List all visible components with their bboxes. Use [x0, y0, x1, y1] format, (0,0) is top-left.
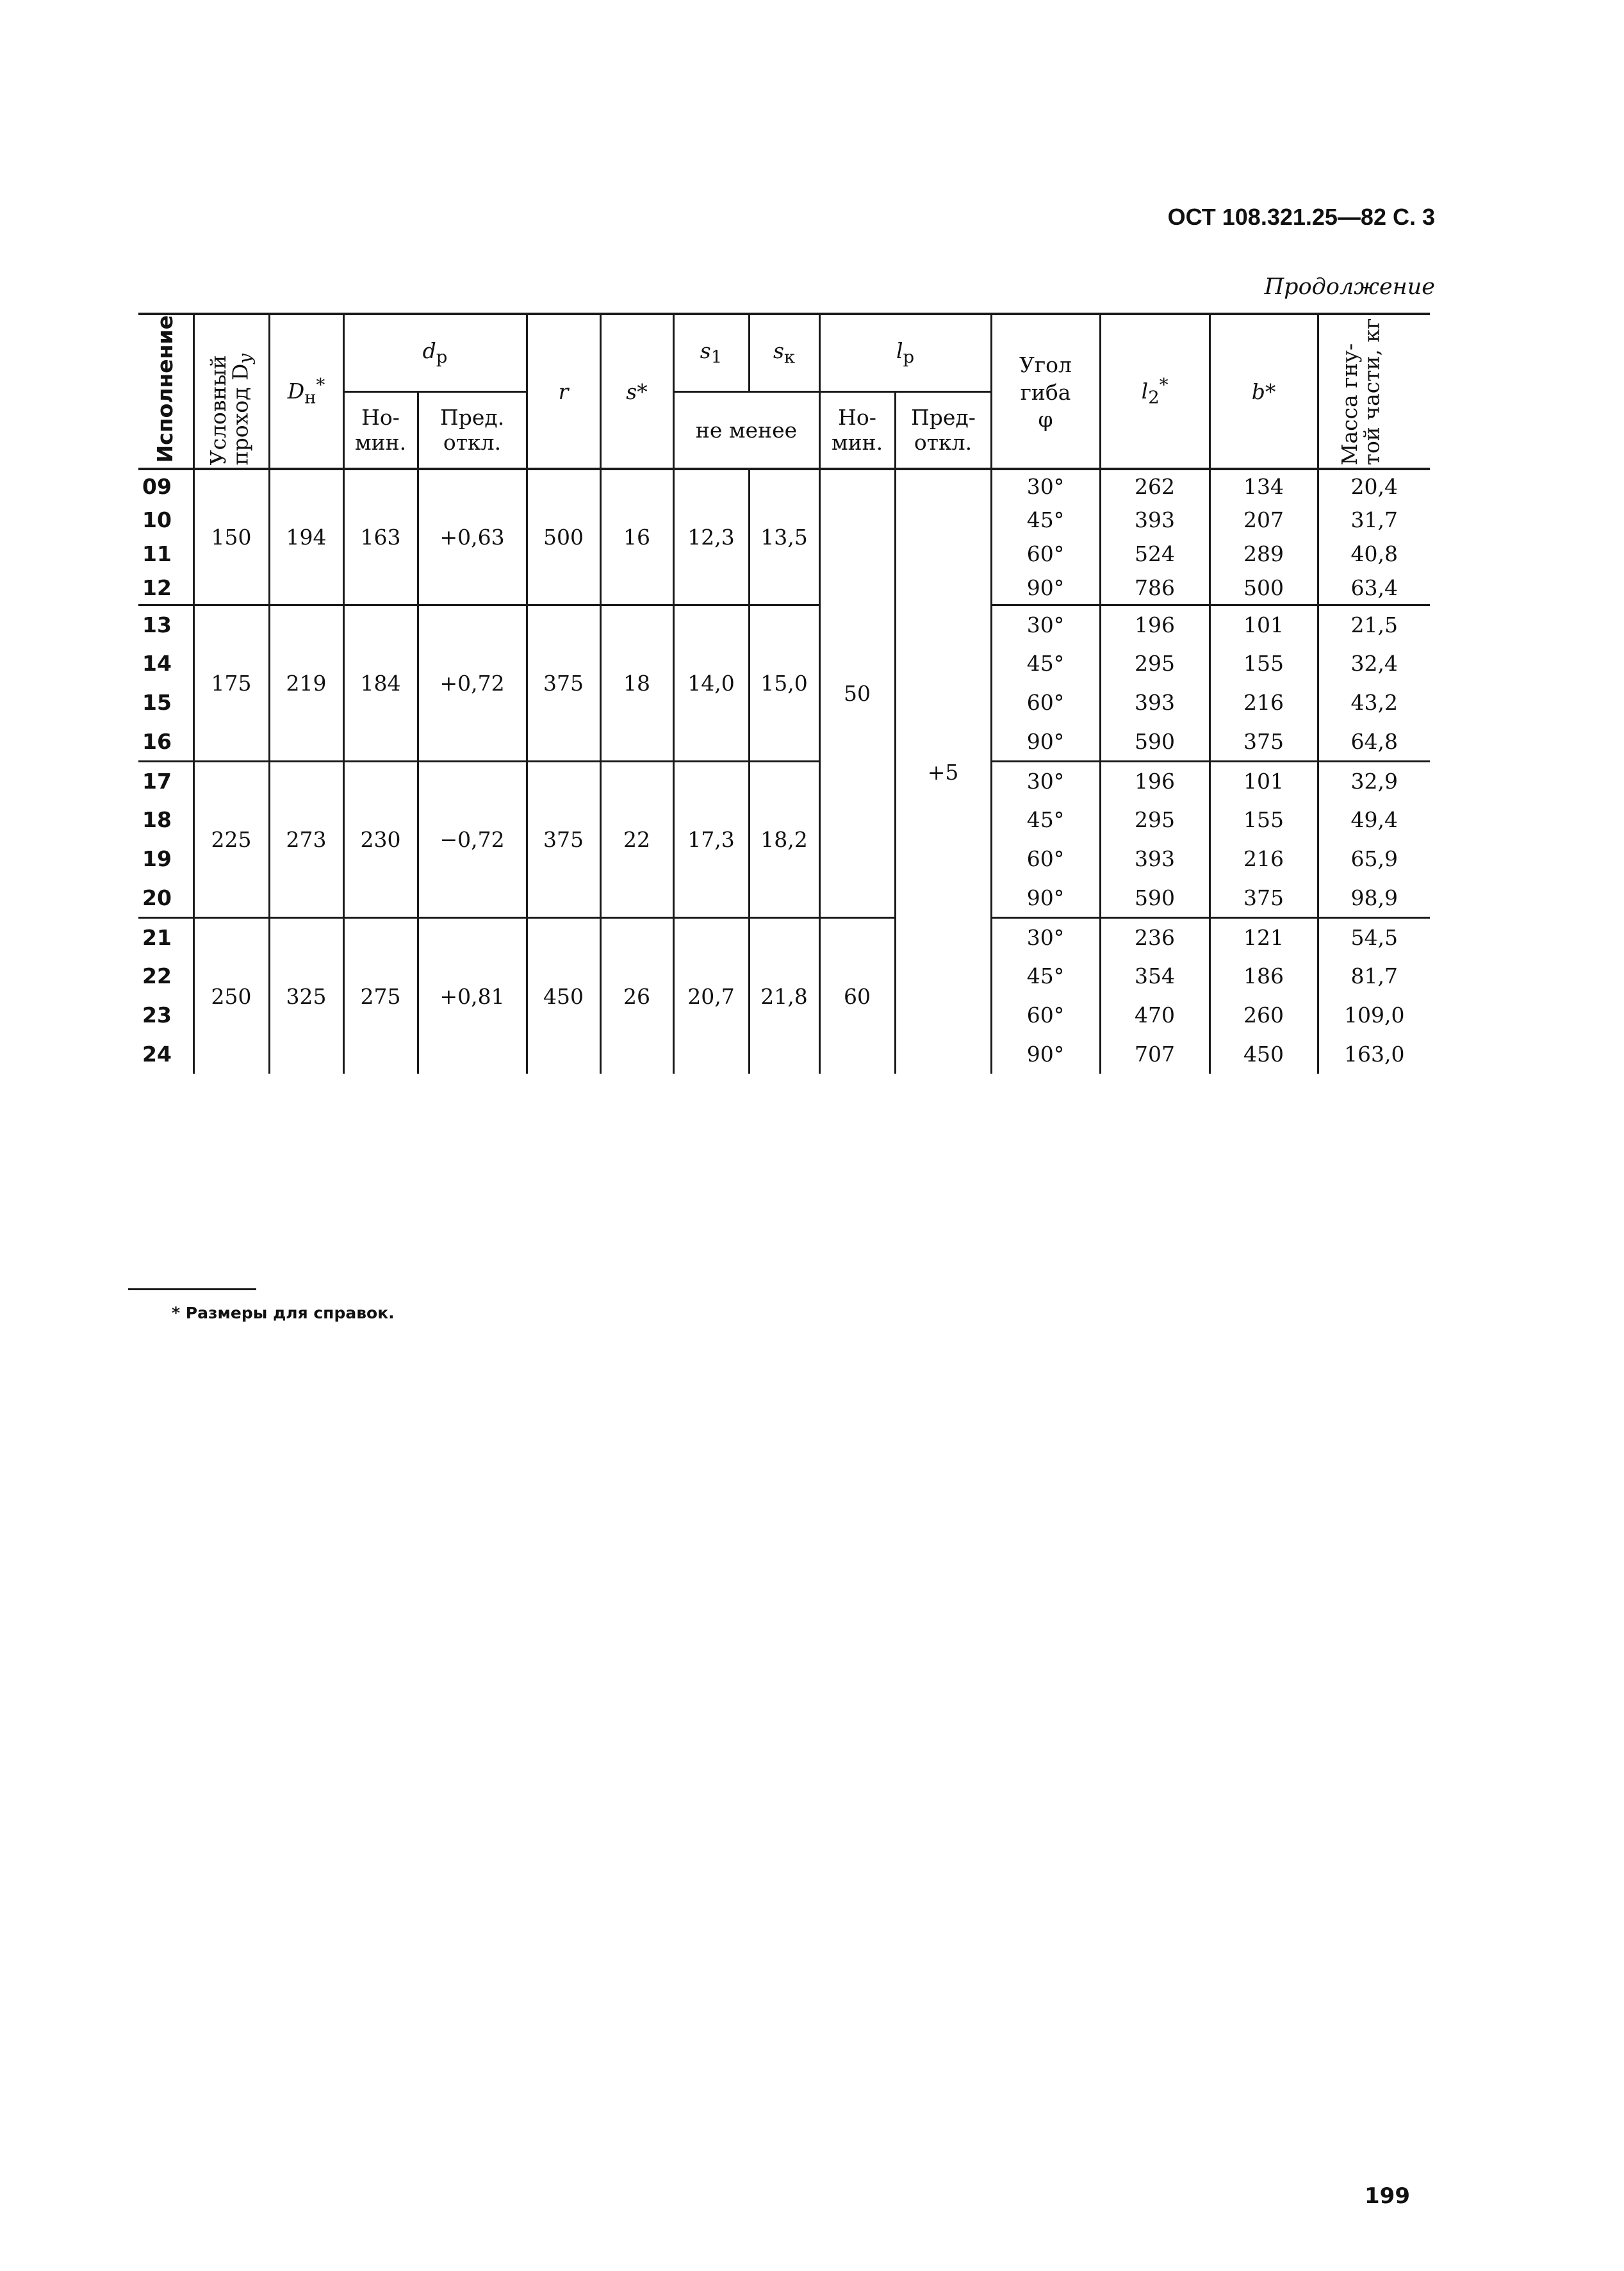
- lp-tolerance-cell: +5: [895, 469, 991, 1074]
- angle-cell: 60°: [991, 996, 1100, 1035]
- version-cell: 21: [138, 917, 193, 956]
- l2-cell: 524: [1100, 537, 1210, 571]
- angle-cell: 30°: [991, 761, 1100, 800]
- l2-cell: 393: [1100, 503, 1210, 537]
- l2-cell: 393: [1100, 839, 1210, 878]
- dp-nominal-cell: 163: [343, 469, 418, 605]
- angle-cell: 45°: [991, 644, 1100, 683]
- mass-cell: 54,5: [1318, 917, 1430, 956]
- l2-cell: 470: [1100, 996, 1210, 1035]
- l2-cell: 196: [1100, 605, 1210, 644]
- angle-cell: 45°: [991, 956, 1100, 996]
- b-cell: 375: [1210, 722, 1318, 761]
- header-lp-tolerance: Пред- откл.: [895, 391, 991, 469]
- mass-cell: 32,4: [1318, 644, 1430, 683]
- b-cell: 289: [1210, 537, 1318, 571]
- mass-cell: 49,4: [1318, 800, 1430, 839]
- table-row: [138, 605, 1430, 644]
- version-cell: 14: [138, 644, 193, 683]
- table-body: [138, 469, 1430, 1074]
- mass-cell: 64,8: [1318, 722, 1430, 761]
- l2-cell: 707: [1100, 1035, 1210, 1074]
- wall-cell: 26: [600, 917, 673, 1074]
- l2-cell: 393: [1100, 683, 1210, 722]
- header-s1: $s_1$: [673, 314, 749, 391]
- lp-nominal-cell: 60: [819, 917, 895, 1074]
- b-cell: 450: [1210, 1035, 1318, 1074]
- b-cell: 375: [1210, 878, 1318, 917]
- s1-cell: 12,3: [673, 469, 749, 605]
- footnote-rule: [128, 1288, 256, 1290]
- mass-cell: 65,9: [1318, 839, 1430, 878]
- mass-cell: 98,9: [1318, 878, 1430, 917]
- header-angle: Угол гиба φ: [991, 314, 1100, 469]
- outer-diameter-cell: 325: [269, 917, 343, 1074]
- continuation-label: Продолжение: [1264, 274, 1435, 300]
- mass-cell: 63,4: [1318, 571, 1430, 605]
- wall-cell: 18: [600, 605, 673, 761]
- s1-cell: 17,3: [673, 761, 749, 917]
- wall-cell: 22: [600, 761, 673, 917]
- sk-cell: 13,5: [749, 469, 819, 605]
- header-wall: s*: [600, 314, 673, 469]
- mass-cell: 32,9: [1318, 761, 1430, 800]
- header-dp-tolerance: Пред. откл.: [418, 391, 527, 469]
- nominal-bore-cell: 225: [193, 761, 269, 917]
- mass-cell: 81,7: [1318, 956, 1430, 996]
- sk-cell: 15,0: [749, 605, 819, 761]
- version-cell: 24: [138, 1035, 193, 1074]
- header-version: Исполнение: [138, 314, 193, 469]
- header-radius: r: [527, 314, 600, 469]
- version-cell: 12: [138, 571, 193, 605]
- l2-cell: 590: [1100, 878, 1210, 917]
- mass-cell: 20,4: [1318, 469, 1430, 503]
- dp-tolerance-cell: −0,72: [418, 761, 527, 917]
- angle-cell: 60°: [991, 537, 1100, 571]
- b-cell: 155: [1210, 800, 1318, 839]
- angle-cell: 60°: [991, 839, 1100, 878]
- l2-cell: 262: [1100, 469, 1210, 503]
- angle-cell: 45°: [991, 503, 1100, 537]
- header-mass: Масса гну- той части, кг: [1318, 314, 1430, 469]
- dp-tolerance-cell: +0,63: [418, 469, 527, 605]
- radius-cell: 500: [527, 469, 600, 605]
- mass-cell: 109,0: [1318, 996, 1430, 1035]
- header-lp: $l_р$: [819, 314, 991, 391]
- version-cell: 22: [138, 956, 193, 996]
- nominal-bore-cell: 175: [193, 605, 269, 761]
- b-cell: 500: [1210, 571, 1318, 605]
- header-row-1: [138, 314, 1430, 391]
- mass-cell: 43,2: [1318, 683, 1430, 722]
- header-sk: $s_к$: [749, 314, 819, 391]
- version-cell: 18: [138, 800, 193, 839]
- angle-cell: 90°: [991, 722, 1100, 761]
- page-number: 199: [1365, 2183, 1410, 2209]
- header-dp-nominal: Но- мин.: [343, 391, 418, 469]
- version-cell: 20: [138, 878, 193, 917]
- b-cell: 134: [1210, 469, 1318, 503]
- angle-cell: 90°: [991, 571, 1100, 605]
- version-cell: 09: [138, 469, 193, 503]
- dp-nominal-cell: 184: [343, 605, 418, 761]
- angle-cell: 90°: [991, 878, 1100, 917]
- dp-nominal-cell: 230: [343, 761, 418, 917]
- version-cell: 23: [138, 996, 193, 1035]
- angle-cell: 30°: [991, 605, 1100, 644]
- header-not-less: не менее: [673, 391, 819, 469]
- version-cell: 16: [138, 722, 193, 761]
- b-cell: 260: [1210, 996, 1318, 1035]
- radius-cell: 375: [527, 761, 600, 917]
- header-lp-nominal: Но- мин.: [819, 391, 895, 469]
- radius-cell: 375: [527, 605, 600, 761]
- mass-cell: 40,8: [1318, 537, 1430, 571]
- angle-cell: 45°: [991, 800, 1100, 839]
- angle-cell: 30°: [991, 469, 1100, 503]
- angle-cell: 30°: [991, 917, 1100, 956]
- l2-cell: 786: [1100, 571, 1210, 605]
- header-outer-diameter: $D_н^*$: [269, 314, 343, 469]
- dp-tolerance-cell: +0,72: [418, 605, 527, 761]
- table-row: [138, 917, 1430, 956]
- l2-cell: 236: [1100, 917, 1210, 956]
- b-cell: 216: [1210, 839, 1318, 878]
- sk-cell: 18,2: [749, 761, 819, 917]
- l2-cell: 295: [1100, 800, 1210, 839]
- nominal-bore-cell: 250: [193, 917, 269, 1074]
- table-row: [138, 761, 1430, 800]
- header-b: b*: [1210, 314, 1318, 469]
- footnote: * Размеры для справок.: [172, 1304, 395, 1322]
- header-l2: $l_2^*$: [1100, 314, 1210, 469]
- mass-cell: 31,7: [1318, 503, 1430, 537]
- b-cell: 121: [1210, 917, 1318, 956]
- radius-cell: 450: [527, 917, 600, 1074]
- angle-cell: 60°: [991, 683, 1100, 722]
- l2-cell: 196: [1100, 761, 1210, 800]
- dp-tolerance-cell: +0,81: [418, 917, 527, 1074]
- b-cell: 101: [1210, 605, 1318, 644]
- version-cell: 17: [138, 761, 193, 800]
- version-cell: 15: [138, 683, 193, 722]
- table-row: [138, 469, 1430, 503]
- nominal-bore-cell: 150: [193, 469, 269, 605]
- l2-cell: 590: [1100, 722, 1210, 761]
- dimensions-table: [138, 313, 1430, 1074]
- wall-cell: 16: [600, 469, 673, 605]
- outer-diameter-cell: 219: [269, 605, 343, 761]
- l2-cell: 354: [1100, 956, 1210, 996]
- s1-cell: 20,7: [673, 917, 749, 1074]
- version-cell: 19: [138, 839, 193, 878]
- header-dp: $d_р$: [343, 314, 527, 391]
- header-nominal-bore: Условный проход $D_у$: [193, 314, 269, 469]
- lp-nominal-cell: 50: [819, 469, 895, 917]
- l2-cell: 295: [1100, 644, 1210, 683]
- version-cell: 10: [138, 503, 193, 537]
- document-code: ОСТ 108.321.25—82 С. 3: [1167, 204, 1435, 230]
- outer-diameter-cell: 273: [269, 761, 343, 917]
- outer-diameter-cell: 194: [269, 469, 343, 605]
- angle-cell: 90°: [991, 1035, 1100, 1074]
- s1-cell: 14,0: [673, 605, 749, 761]
- mass-cell: 21,5: [1318, 605, 1430, 644]
- b-cell: 186: [1210, 956, 1318, 996]
- dp-nominal-cell: 275: [343, 917, 418, 1074]
- sk-cell: 21,8: [749, 917, 819, 1074]
- version-cell: 11: [138, 537, 193, 571]
- b-cell: 207: [1210, 503, 1318, 537]
- version-cell: 13: [138, 605, 193, 644]
- mass-cell: 163,0: [1318, 1035, 1430, 1074]
- b-cell: 216: [1210, 683, 1318, 722]
- b-cell: 101: [1210, 761, 1318, 800]
- b-cell: 155: [1210, 644, 1318, 683]
